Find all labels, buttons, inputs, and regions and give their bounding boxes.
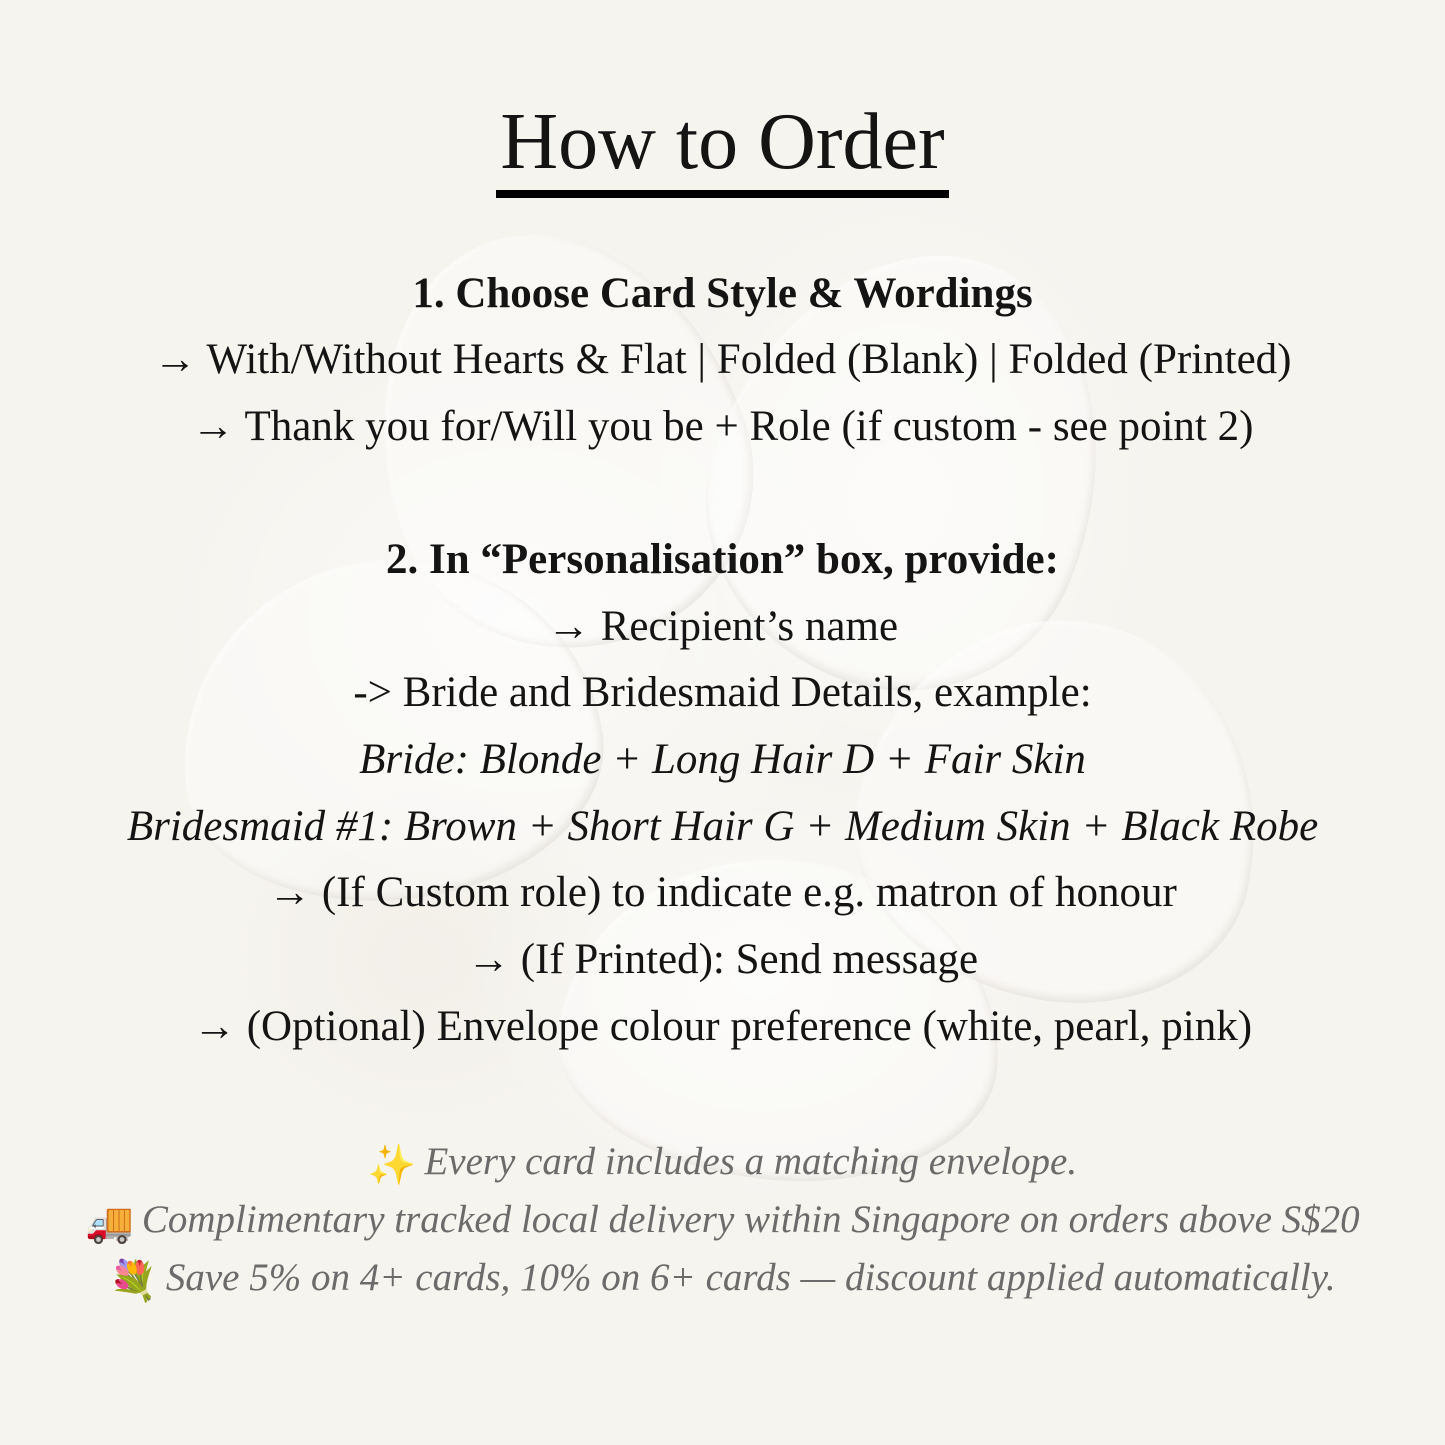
delivery-truck-icon: 🚚 (85, 1202, 134, 1245)
bridesmaid-example: Bridesmaid #1: Brown + Short Hair G + Medium Skin + Black Robe (126, 803, 1319, 850)
title-text: How to Order (496, 96, 948, 198)
bride-example: Bride: Blonde + Long Hair D + Fair Skin (359, 736, 1086, 783)
page-title (0, 96, 1445, 198)
envelope-note (0, 1142, 1445, 1185)
note-text: Every card includes a matching envelope. (424, 1140, 1078, 1183)
delivery-note (0, 1200, 1445, 1243)
printed-message-item: → (If Printed): Send message (466, 936, 979, 983)
note-text: Save 5% on 4+ cards, 10% on 6+ cards — discount applied automatically. (165, 1256, 1336, 1299)
bouquet-icon: 💐 (109, 1260, 158, 1303)
discount-note (0, 1258, 1445, 1301)
wording-options: → Thank you for/Will you be + Role (if custom - see point 2) (191, 403, 1254, 450)
recipient-name-item: → Recipient’s name (546, 603, 899, 650)
note-text: Complimentary tracked local delivery within Singapore on orders above S$20 (141, 1198, 1360, 1241)
card-style-options: → With/Without Hearts & Flat | Folded (Blank) | Folded (Printed) (153, 336, 1292, 383)
sparkles-icon: ✨ (367, 1144, 417, 1187)
custom-role-item: → (If Custom role) to indicate e.g. matron of honour (268, 869, 1177, 916)
section-2-heading: 2. In “Personalisation” box, provide: (386, 536, 1059, 583)
bride-details-item: -> Bride and Bridesmaid Details, example: (353, 669, 1092, 716)
section-1-heading: 1. Choose Card Style & Wordings (412, 270, 1033, 317)
envelope-colour-item: → (Optional) Envelope colour preference (white, pearl, pink) (192, 1003, 1253, 1050)
